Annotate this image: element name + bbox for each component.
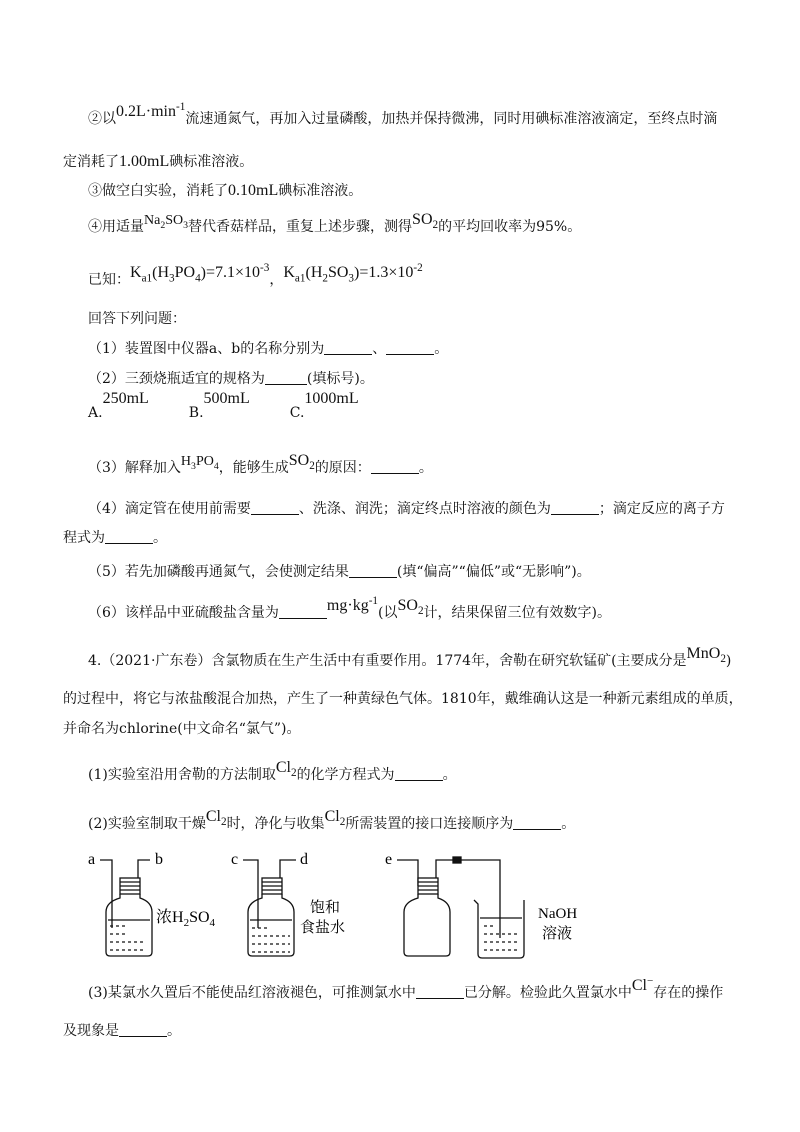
- wash-bottle-1: [100, 860, 152, 956]
- problem-4-sub3-line2: 及现象是 。: [63, 1023, 181, 1039]
- question-3: （3）解释加入$H_3PO_4$，能够生成$SO_2$的原因： 。: [88, 452, 433, 476]
- question-2-options: [88, 390, 359, 422]
- step4-line: [88, 211, 582, 242]
- step4-salt: $Na_2SO_3$: [144, 213, 189, 231]
- step4-text-c: 的平均回收率为95%。: [438, 219, 582, 235]
- apparatus-diagram: [0, 848, 640, 964]
- mno2-formula: MnO$_2$: [686, 645, 726, 666]
- problem-4-sub2: (2)实验室制取干燥$Cl_2$时，净化与收集$Cl_2$所需装置的接口连接顺序为 。: [88, 808, 576, 832]
- port-c-label: c: [231, 851, 239, 868]
- answer-blank[interactable]: [395, 766, 443, 781]
- problem-4-line3: 并命名为chlorine(中文命名“氯气”)。: [63, 721, 301, 737]
- known-ka1-second: $K_{a1}(H_2SO_3)=1.3\times 10^{-2}$: [283, 262, 423, 285]
- step2-rate-exp: -1: [176, 101, 186, 113]
- question-4-line2: 程式为 。: [63, 530, 167, 546]
- answer-blank[interactable]: [119, 1022, 167, 1037]
- cl2-formula: $Cl_2$: [275, 759, 297, 780]
- known-line: [88, 262, 423, 295]
- answer-blank[interactable]: [416, 984, 464, 999]
- q6-unit: $mg\cdot kg^{-1}$: [326, 595, 379, 615]
- step2-line1: [88, 101, 718, 128]
- answer-intro: 回答下列问题：: [88, 311, 186, 327]
- answer-blank[interactable]: [349, 563, 397, 578]
- step2-line2: [63, 153, 253, 171]
- step3-vol: 0.10mL: [228, 182, 279, 199]
- cl2-formula: $Cl_2$: [324, 808, 346, 829]
- problem-4-sub3-line1: (3)某氯水久置后不能使品红溶液褪色，可推测氯水中 已分解。检验此久置氯水中Cl−存在的操作: [88, 979, 723, 1002]
- q3-acid: $H_3PO_4$: [180, 454, 219, 472]
- known-ka1-first: $K_{a1}(H_3PO_4)=7.1\times 10^{-3}$: [130, 262, 270, 285]
- answer-blank[interactable]: [513, 815, 561, 830]
- step2-text-c: 碘标准溶液。: [169, 154, 254, 170]
- question-6: （6）该样品中亚硫酸盐含量为 $mg\cdot kg^{-1}$(以$SO_2$计，结果保留三位有效数字)。: [88, 599, 611, 628]
- beaker-label-line2: 溶液: [542, 926, 573, 942]
- wash-bottle-2: [243, 860, 296, 956]
- step2-num: ②以: [88, 111, 116, 128]
- known-label: 已知：: [88, 272, 130, 289]
- problem-4-line2: 的过程中，将它与浓盐酸混合加热，产生了一种黄绿色气体。1810年，戴维确认这是一种新元素组成的单质，: [63, 691, 743, 707]
- answer-blank[interactable]: [371, 459, 419, 474]
- problem-4-sub1: (1)实验室沿用舍勒的方法制取$Cl_2$的化学方程式为 。: [88, 759, 457, 783]
- question-5: （5）若先加磷酸再通氮气，会使测定结果 (填“偏高”“偏低”或“无影响”)。: [88, 564, 591, 580]
- q3-gas: $SO_2$: [288, 452, 315, 473]
- step3-line: [88, 182, 362, 200]
- tube-clamp: [453, 857, 461, 863]
- bottle-2-label-line2: 食盐水: [300, 920, 346, 936]
- option-b[interactable]: B.500mL: [188, 390, 250, 421]
- beaker: [474, 900, 524, 958]
- answer-blank[interactable]: [105, 529, 153, 544]
- step2-rate: $0.2L\cdot\min^{-1}$: [116, 101, 186, 121]
- step4-text-b: 替代香菇样品，重复上述步骤，测得: [188, 219, 413, 235]
- option-a[interactable]: A.250mL: [88, 390, 149, 421]
- step3-text-a: ③做空白实验，消耗了: [88, 183, 228, 199]
- answer-blank[interactable]: [265, 370, 307, 385]
- option-c[interactable]: C.1000mL: [289, 390, 359, 421]
- port-e-label: e: [385, 851, 393, 868]
- cl2-formula: $Cl_2$: [205, 808, 227, 829]
- chloride-ion: Cl−: [631, 975, 654, 995]
- step2-vol: 1.00mL: [119, 153, 170, 170]
- step4-gas: $SO_2$: [412, 211, 439, 232]
- question-2: （2）三颈烧瓶适宜的规格为 (填标号)。: [88, 371, 374, 387]
- port-d-label: d: [300, 851, 308, 868]
- step2-text-a: 流速通氮气，再加入过量磷酸，加热并保持微沸，同时用碘标准溶液滴定，至终点时滴: [185, 111, 718, 128]
- bottle-2-label-line1: 饱和: [310, 900, 341, 916]
- step4-text-a: ④用适量: [88, 219, 144, 235]
- answer-blank[interactable]: [251, 500, 299, 515]
- step3-text-b: 碘标准溶液。: [278, 183, 363, 199]
- problem-4-line1: 4.（2021·广东卷）含氯物质在生产生活中有重要作用。1774年，舍勒在研究软锰矿(主要成分是MnO$_2$): [88, 645, 732, 669]
- question-4-line1: （4）滴定管在使用前需要 、洗涤、润洗；滴定终点时溶液的颜色为 ；滴定反应的离子方: [88, 501, 725, 517]
- port-a-label: a: [88, 851, 96, 868]
- known-sep: ，: [269, 272, 284, 289]
- answer-blank[interactable]: [324, 340, 372, 355]
- answer-blank[interactable]: [279, 604, 327, 619]
- bottle-1-label: 浓$H_2SO_4$: [156, 909, 216, 929]
- q6-gas: $SO_2$: [397, 597, 424, 618]
- question-1: （1）装置图中仪器a、b的名称分别为 、 。: [88, 341, 449, 357]
- beaker-label-line1: NaOH: [538, 906, 578, 922]
- step2-text-b: 定消耗了: [63, 154, 119, 170]
- answer-blank[interactable]: [551, 500, 599, 515]
- port-b-label: b: [155, 851, 163, 868]
- answer-blank[interactable]: [386, 340, 434, 355]
